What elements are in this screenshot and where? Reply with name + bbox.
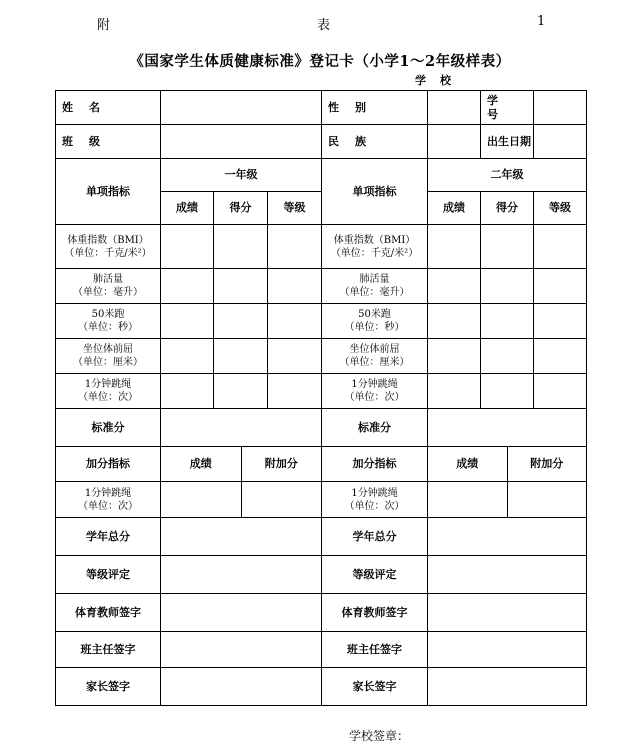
input-cell[interactable]: [161, 339, 214, 374]
bonus-extra-input[interactable]: [242, 482, 322, 517]
indicator-unit: （单位：次）: [344, 392, 405, 403]
indicator-header-grade1: 单项指标: [56, 159, 161, 225]
input-cell[interactable]: [534, 339, 587, 374]
summary-field[interactable]: [428, 556, 587, 594]
indicator-unit: （单位：秒）: [78, 322, 138, 333]
standard-score-field-grade1[interactable]: [161, 409, 322, 447]
bonus-item-grade2: [322, 482, 428, 518]
input-cell[interactable]: [161, 304, 214, 339]
class-label: 班级: [56, 125, 161, 159]
indicator-unit: （单位：毫升）: [73, 287, 143, 298]
summary-label: 家长签字: [56, 668, 161, 706]
summary-row-class-teacher: [56, 632, 587, 668]
indicator-row-lung: [56, 269, 587, 304]
bonus-extra-input[interactable]: [508, 482, 587, 517]
indicator-sit-reach-grade1: [56, 339, 161, 374]
summary-row-total: [56, 518, 587, 556]
info-row-1: [56, 91, 587, 125]
signature-field[interactable]: [428, 632, 587, 668]
grade2-score-header: 成绩: [428, 192, 481, 225]
input-cell[interactable]: [481, 374, 534, 409]
input-cell[interactable]: [428, 304, 481, 339]
indicator-unit: （单位：次）: [78, 392, 138, 403]
bonus-item-row: [56, 482, 587, 518]
input-cell[interactable]: [428, 374, 481, 409]
indicator-bmi-grade1: [56, 225, 161, 269]
summary-field[interactable]: [428, 518, 587, 556]
student-id-label: 学号: [481, 91, 534, 125]
registration-card-table: [55, 90, 587, 706]
page-title: 《国家学生体质健康标准》登记卡（小学1～2年级样表）: [129, 53, 511, 70]
bonus-score-header: 成绩: [428, 447, 508, 481]
summary-label: 等级评定: [322, 556, 428, 594]
student-id-field[interactable]: [534, 91, 587, 125]
input-cell[interactable]: [534, 225, 587, 269]
bonus-score-header: 成绩: [161, 447, 242, 481]
indicator-name: 肺活量: [93, 274, 123, 285]
input-cell[interactable]: [161, 225, 214, 269]
grade1-level-header: 等级: [268, 192, 322, 225]
indicator-unit: （单位：厘米）: [73, 357, 143, 368]
input-cell[interactable]: [214, 225, 268, 269]
indicator-row-rope: [56, 374, 587, 409]
summary-row-parent: [56, 668, 587, 706]
input-cell[interactable]: [268, 339, 322, 374]
input-cell[interactable]: [481, 225, 534, 269]
bonus-extra-header: 附加分: [530, 457, 564, 470]
signature-field[interactable]: [161, 668, 322, 706]
grade1-points-header: 得分: [214, 192, 268, 225]
summary-label: 学年总分: [56, 518, 161, 556]
grade1-label: 一年级: [161, 159, 322, 192]
standard-score-label-grade1: 标准分: [56, 409, 161, 447]
input-cell[interactable]: [268, 304, 322, 339]
summary-label: 学年总分: [322, 518, 428, 556]
name-label: 姓名: [56, 91, 161, 125]
indicator-unit: （单位：厘米）: [339, 357, 410, 368]
gender-label: 性别: [322, 91, 428, 125]
bonus-columns-grade2: [428, 447, 587, 482]
indicator-name: 坐位体前屈: [83, 344, 133, 355]
grade2-points-header: 得分: [481, 192, 534, 225]
input-cell[interactable]: [214, 304, 268, 339]
input-cell[interactable]: [214, 339, 268, 374]
input-cell[interactable]: [161, 269, 214, 304]
grade2-label: 二年级: [428, 159, 587, 192]
name-field[interactable]: [161, 91, 322, 125]
bonus-inputs-grade1: [161, 482, 322, 518]
bonus-item-grade1: [56, 482, 161, 518]
indicator-row-sit-reach: [56, 339, 587, 374]
bonus-item-name: 1分钟跳绳: [84, 487, 132, 499]
birthdate-label: 出生日期: [481, 125, 534, 159]
indicator-name: 体重指数（BMI）: [333, 234, 416, 246]
summary-field[interactable]: [161, 556, 322, 594]
indicator-unit: （单位：千克/米²）: [64, 247, 152, 259]
indicator-row-bmi: [56, 225, 587, 269]
input-cell[interactable]: [481, 339, 534, 374]
input-cell[interactable]: [428, 269, 481, 304]
indicator-name: 肺活量: [359, 274, 390, 285]
summary-row-rating: [56, 556, 587, 594]
input-cell[interactable]: [214, 374, 268, 409]
indicator-unit: （单位：秒）: [344, 322, 405, 333]
grade1-score-header: 成绩: [161, 192, 214, 225]
attachment-number: 1: [537, 14, 546, 29]
summary-row-pe-teacher: [56, 594, 587, 632]
indicator-name: 1分钟跳绳: [84, 379, 132, 390]
bonus-header-row: [56, 447, 587, 482]
birthdate-field[interactable]: [534, 125, 587, 159]
ethnicity-label: 民族: [322, 125, 428, 159]
bonus-item-name: 1分钟跳绳: [351, 487, 398, 499]
signature-field[interactable]: [161, 632, 322, 668]
indicator-unit: （单位：千克/米²）: [330, 247, 419, 259]
school-label: 学校: [415, 74, 465, 87]
signature-field[interactable]: [428, 594, 587, 632]
signature-field[interactable]: [428, 668, 587, 706]
summary-label: 体育教师签字: [56, 594, 161, 632]
summary-label: 等级评定: [56, 556, 161, 594]
input-cell[interactable]: [534, 304, 587, 339]
bonus-inputs-grade2: [428, 482, 587, 518]
indicator-sit-reach-grade2: [322, 339, 428, 374]
indicator-row-50m: [56, 304, 587, 339]
bonus-score-input[interactable]: [161, 482, 242, 517]
standard-score-field-grade2[interactable]: [428, 409, 587, 447]
indicator-name: 50米跑: [358, 309, 391, 320]
input-cell[interactable]: [534, 269, 587, 304]
indicator-rope-grade2: [322, 374, 428, 409]
signature-field[interactable]: [161, 594, 322, 632]
indicator-name: 1分钟跳绳: [351, 379, 398, 390]
indicator-unit: （单位：毫升）: [339, 287, 410, 298]
input-cell[interactable]: [481, 304, 534, 339]
grade2-level-header: 等级: [534, 192, 587, 225]
bonus-header-grade1: 加分指标: [56, 447, 161, 482]
indicator-50m-grade1: [56, 304, 161, 339]
indicator-lung-grade2: [322, 269, 428, 304]
bonus-item-unit: （单位：次）: [344, 500, 405, 512]
indicator-lung-grade1: [56, 269, 161, 304]
ethnicity-field[interactable]: [428, 125, 481, 159]
input-cell[interactable]: [268, 269, 322, 304]
indicator-50m-grade2: [322, 304, 428, 339]
bonus-score-input[interactable]: [428, 482, 508, 517]
input-cell[interactable]: [481, 269, 534, 304]
school-seal-label: 学校签章：: [349, 729, 410, 743]
bonus-item-unit: （单位：次）: [78, 500, 138, 512]
indicator-rope-grade1: [56, 374, 161, 409]
indicator-bmi-grade2: [322, 225, 428, 269]
input-cell[interactable]: [428, 225, 481, 269]
indicator-name: 坐位体前屈: [349, 344, 400, 355]
summary-label: 班主任签字: [322, 632, 428, 668]
indicator-header-grade2: 单项指标: [322, 159, 428, 225]
input-cell[interactable]: [214, 269, 268, 304]
attachment-label: 附: [97, 18, 111, 33]
grade-header-row: [56, 159, 587, 192]
input-cell[interactable]: [268, 374, 322, 409]
standard-score-row: [56, 409, 587, 447]
input-cell[interactable]: [268, 225, 322, 269]
bonus-header-grade2: 加分指标: [322, 447, 428, 482]
summary-label: 班主任签字: [56, 632, 161, 668]
table-label: 表: [317, 18, 331, 33]
info-row-2: [56, 125, 587, 159]
bonus-columns-grade1: [161, 447, 322, 482]
summary-label: 体育教师签字: [322, 594, 428, 632]
summary-label: 家长签字: [322, 668, 428, 706]
indicator-name: 50米跑: [91, 309, 125, 320]
standard-score-label-grade2: 标准分: [322, 409, 428, 447]
summary-field[interactable]: [161, 518, 322, 556]
input-cell[interactable]: [534, 374, 587, 409]
bonus-extra-header: 附加分: [264, 457, 298, 470]
class-field[interactable]: [161, 125, 322, 159]
gender-field[interactable]: [428, 91, 481, 125]
input-cell[interactable]: [428, 339, 481, 374]
indicator-name: 体重指数（BMI）: [67, 234, 149, 246]
input-cell[interactable]: [161, 374, 214, 409]
